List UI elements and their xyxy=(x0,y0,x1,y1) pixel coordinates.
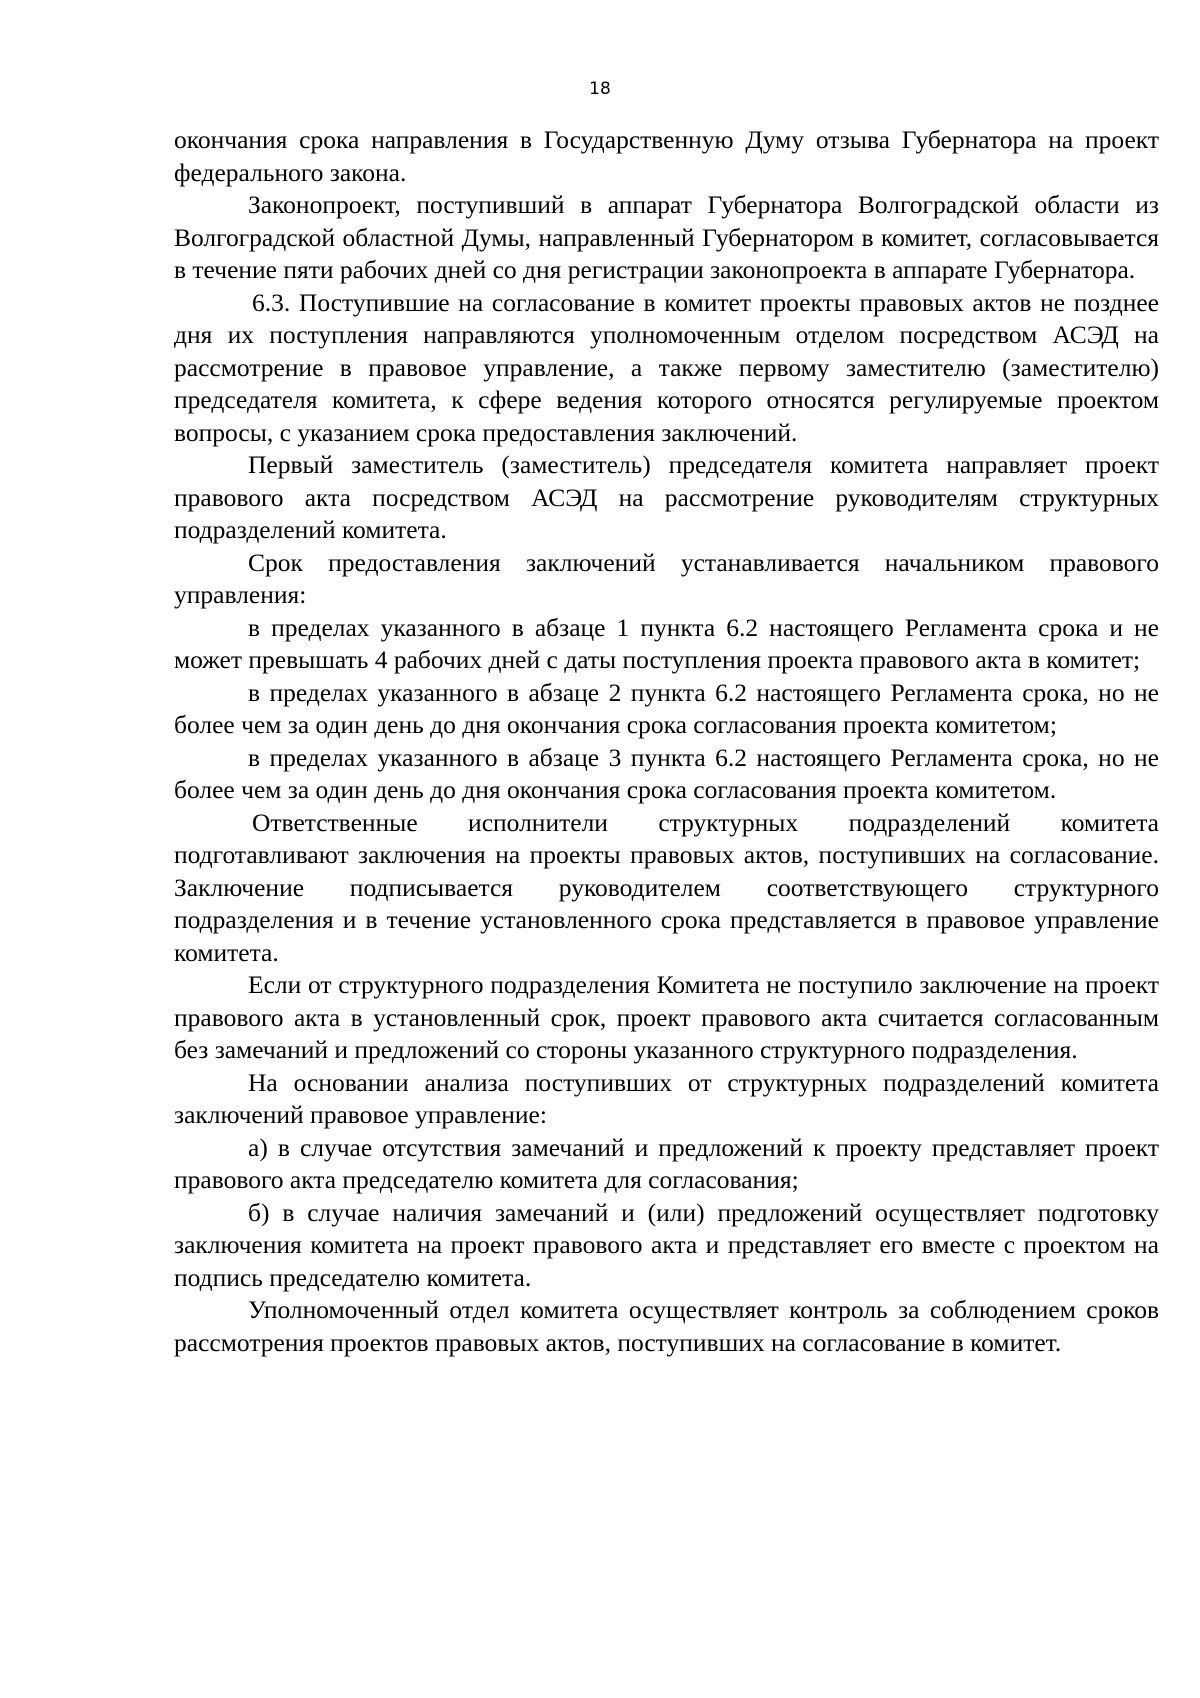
page-number: 18 xyxy=(589,79,611,99)
paragraph: На основании анализа поступивших от структурных подразделений комитета заключений правовое управление: xyxy=(174,1067,1159,1129)
paragraph: Если от структурного подразделения Комитета не поступило заключение на проект правового акта в установленный срок, проект правового акта считается согласованным без замечаний и предложений со стороны указанного структурного подразделения. xyxy=(174,970,1159,1064)
paragraph: окончания срока направления в Государственную Думу отзыва Губернатора на проект федерального закона. xyxy=(174,125,1159,187)
paragraph: Срок предоставления заключений устанавливается начальником правового управления: xyxy=(174,547,1159,609)
paragraph: в пределах указанного в абзаце 1 пункта 6.2 настоящего Регламента срока и не может превышать 4 рабочих дней с даты поступления проекта правового акта в комитет; xyxy=(174,612,1159,674)
paragraph: а) в случае отсутствия замечаний и предложений к проекту представляет проект правового акта председателю комитета для согласования; xyxy=(174,1132,1159,1194)
paragraph: Уполномоченный отдел комитета осуществляет контроль за соблюдением сроков рассмотрения проектов правовых актов, поступивших на согласование в комитет. xyxy=(174,1295,1159,1357)
paragraph: Законопроект, поступивший в аппарат Губернатора Волгоградской области из Волгоградской областной Думы, направленный Губернатором в комитет, согласовывается в течение пяти рабочих дней со дня регистрации законопроекта в аппарате Губернатора. xyxy=(174,190,1159,284)
paragraph: Первый заместитель (заместитель) председателя комитета направляет проект правового акта посредством АСЭД на рассмотрение руководителям структурных подразделений комитета. xyxy=(174,450,1159,544)
document-body xyxy=(174,124,1159,1359)
paragraph: б) в случае наличия замечаний и (или) предложений осуществляет подготовку заключения комитета на проект правового акта и представляет его вместе с проектом на подпись председателю комитета. xyxy=(174,1197,1159,1292)
paragraph: 6.3. Поступившие на согласование в комитет проекты правовых актов не позднее дня их поступления направляются уполномоченным отделом посредством АСЭД на рассмотрение в правовое управление, а также первому заместителю (заместителю) председателя комитета, к сфере ведения которого относятся регулируемые проектом вопросы, с указанием срока предоставления заключений. xyxy=(174,287,1159,447)
paragraph: в пределах указанного в абзаце 2 пункта 6.2 настоящего Регламента срока, но не более чем за один день до дня окончания срока согласования проекта комитетом; xyxy=(174,677,1159,739)
paragraph: Ответственные исполнители структурных подразделений комитета подготавливают заключения на проекты правовых актов, поступивших на согласование. Заключение подписывается руководителем соответствующего структурного подразделения и в течение установленного срока представляется в правовое управление комитета. xyxy=(174,807,1159,967)
paragraph: в пределах указанного в абзаце 3 пункта 6.2 настоящего Регламента срока, но не более чем за один день до дня окончания срока согласования проекта комитетом. xyxy=(174,742,1159,804)
